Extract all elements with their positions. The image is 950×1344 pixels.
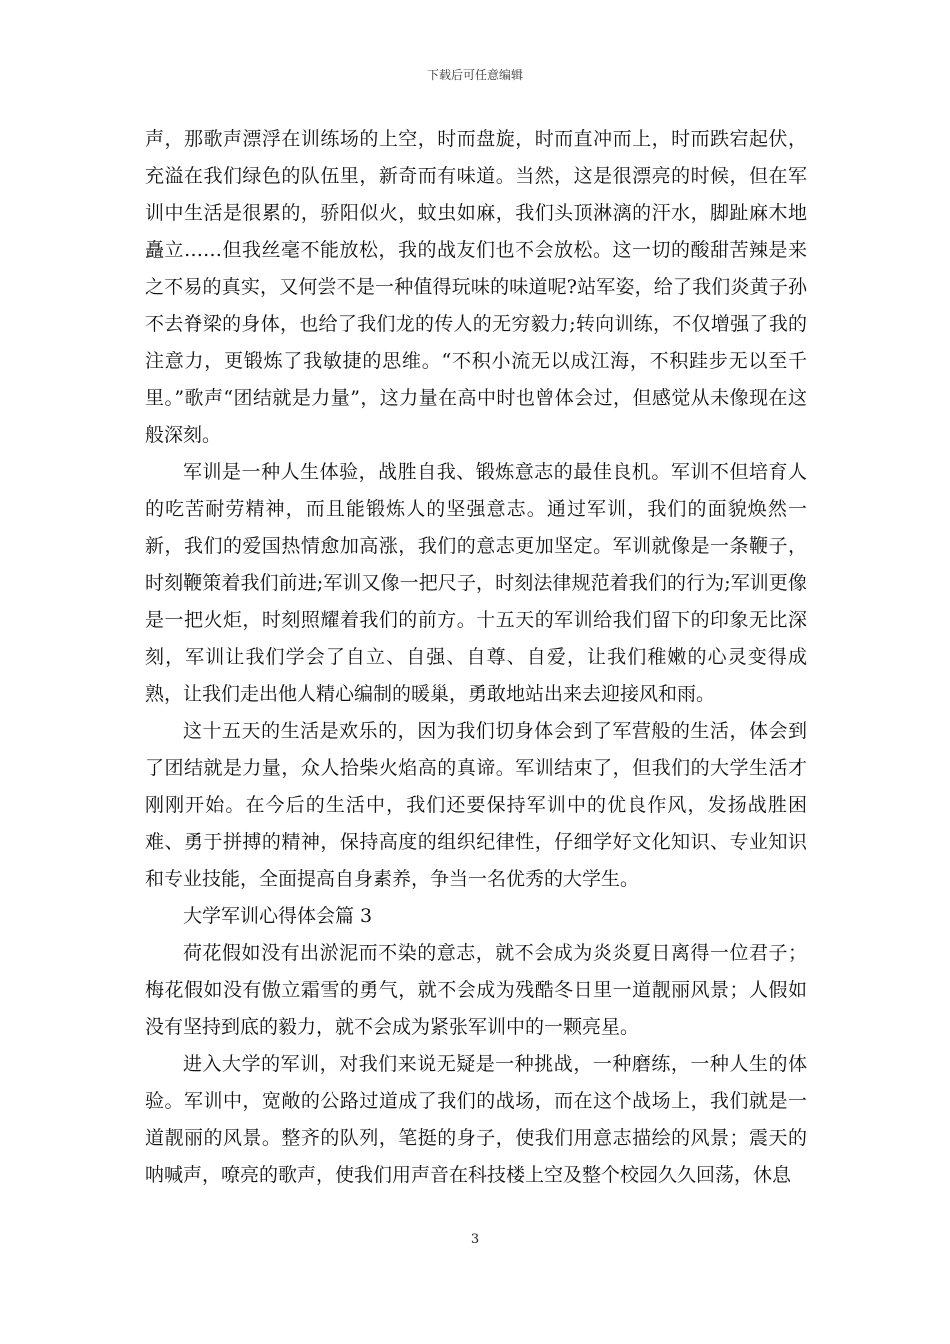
paragraph-2: 军训是一种人生体验，战胜自我、锻炼意志的最佳良机。军训不但培育人的吃苦耐劳精神，而且能锻炼人的坚强意志。通过军训，我们的面貌焕然一新，我们的爱国热情愈加高涨，我们的意志更加坚定。军训就像是一条鞭子，时刻鞭策着我们前进;军训又像一把尺子，时刻法律规范着我们的行为;军训更像是一把火炬，时刻照耀着我们的前方。十五天的军训给我们留下的印象无比深刻，军训让我们学会了自立、自强、自尊、自爱，让我们稚嫩的心灵变得成熟，让我们走出他人精心编制的暖巢，勇敢地站出来去迎接风和雨。 [145, 461, 807, 705]
paragraph-5: 进入大学的军训，对我们来说无疑是一种挑战，一种磨练，一种人生的体验。军训中，宽敞的公路过道成了我们的战场，而在这个战场上，我们就是一道靓丽的风景。整齐的队列，笔挺的身子，使我们用意志描绘的风景；震天的呐喊声，嘹亮的歌声，使我们用声音在科技楼上空及整个校园久久回荡，休息 [145, 1053, 807, 1186]
page-header: 下载后可任意编辑 [426, 68, 523, 82]
section-heading: 大学军训心得体会篇 3 [183, 905, 373, 927]
document-body [145, 121, 807, 1194]
paragraph-3: 这十五天的生活是欢乐的，因为我们切身体会到了军营般的生活，体会到了团结就是力量，众人拾柴火焰高的真谛。军训结束了，但我们的大学生活才刚刚开始。在今后的生活中，我们还要保持军训中的优良作风，发扬战胜困难、勇于拼搏的精神，保持高度的组织纪律性，仔细学好文化知识、专业知识和专业技能，全面提高自身素养，争当一名优秀的大学生。 [145, 720, 807, 890]
page-number: 3 [470, 1232, 480, 1247]
paragraph-4: 荷花假如没有出淤泥而不染的意志，就不会成为炎炎夏日离得一位君子；梅花假如没有傲立霜雪的勇气，就不会成为残酷冬日里一道靓丽风景；人假如没有坚持到底的毅力，就不会成为紧张军训中的一颗亮星。 [145, 942, 807, 1038]
paragraph-1: 声，那歌声漂浮在训练场的上空，时而盘旋，时而直冲而上，时而跌宕起伏，充溢在我们绿色的队伍里，新奇而有味道。当然，这是很漂亮的时候，但在军训中生活是很累的，骄阳似火，蚊虫如麻，我们头顶淋漓的汗水，脚趾麻木地矗立……但我丝毫不能放松，我的战友们也不会放松。这一切的酸甜苦辣是来之不易的真实，又何尝不是一种值得玩味的味道呢?站军姿，给了我们炎黄子孙不去脊梁的身体，也给了我们龙的传人的无穷毅力;转向训练，不仅增强了我的注意力，更锻炼了我敏捷的思维。“不积小流无以成江海，不积跬步无以至千里。”歌声“团结就是力量”，这力量在高中时也曾体会过，但感觉从未像现在这般深刻。 [145, 128, 807, 446]
